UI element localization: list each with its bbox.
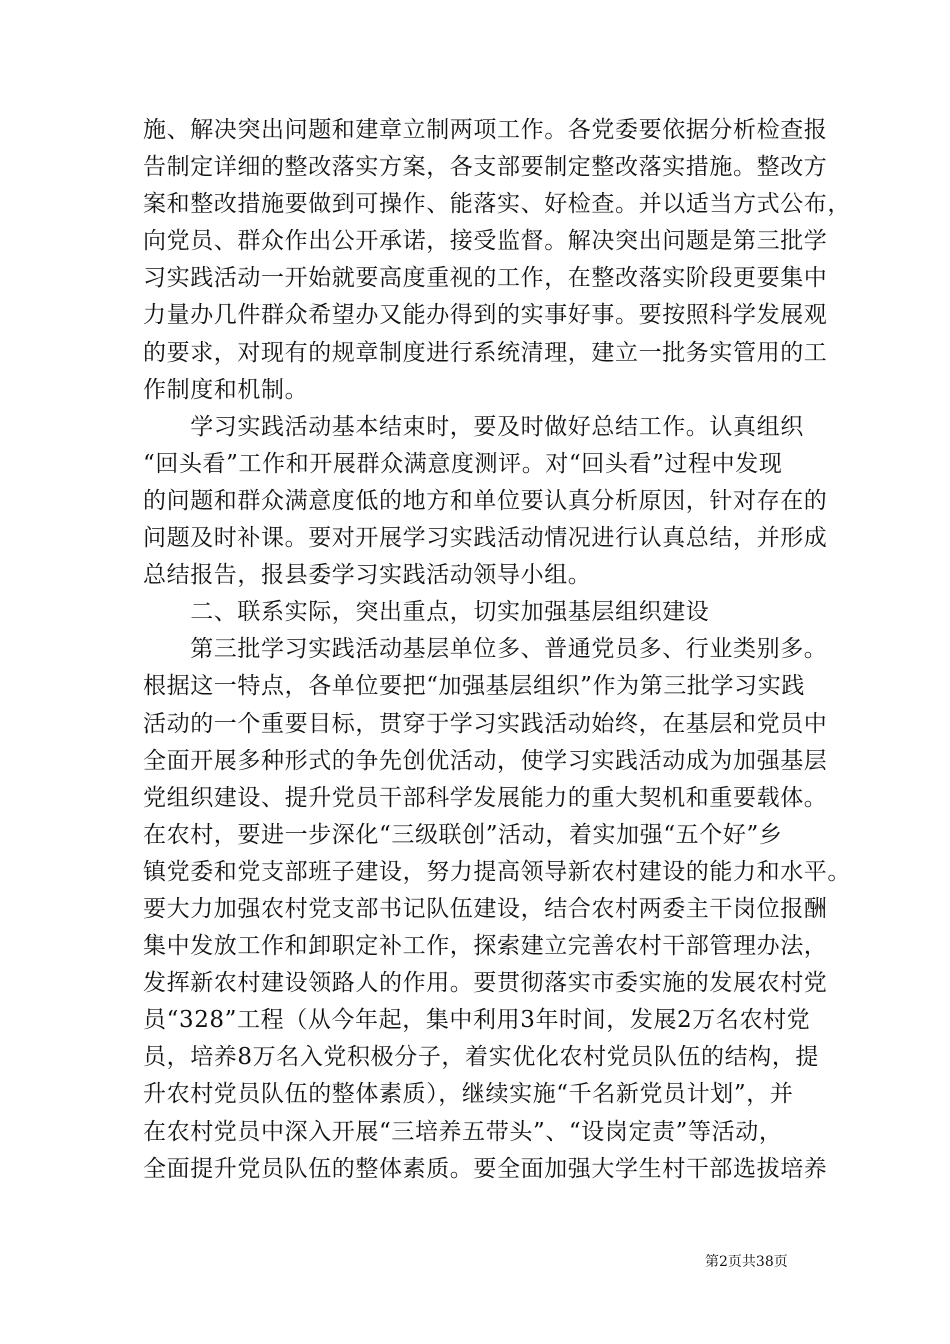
text-line: 活动的一个重要目标，贯穿于学习实践活动始终，在基层和党员中 bbox=[143, 710, 828, 737]
text-line: 习实践活动一开始就要高度重视的工作，在整改落实阶段更要集中 bbox=[143, 265, 828, 292]
text-line: 镇党委和党支部班子建设，努力提高领导新农村建设的能力和水平。 bbox=[143, 858, 851, 885]
text-line: 力量办几件群众希望办又能办得到的实事好事。要按照科学发展观 bbox=[143, 302, 828, 329]
page-number-footer: 第2页共38页 bbox=[705, 1254, 788, 1270]
text-line: 党组织建设、提升党员干部科学发展能力的重大契机和重要载体。 bbox=[143, 784, 828, 811]
text-line: 员，培养8万名入党积极分子，着实优化农村党员队伍的结构，提 bbox=[143, 1044, 820, 1071]
text-line: 在农村党员中深入开展“三培养五带头”、“设岗定责”等活动， bbox=[143, 1118, 783, 1145]
text-line: 施、解决突出问题和建章立制两项工作。各党委要依据分析检查报 bbox=[143, 117, 828, 143]
text-line: 在农村，要进一步深化“三级联创”活动，着实加强“五个好”乡 bbox=[143, 821, 783, 848]
text-line: 案和整改措施要做到可操作、能落实、好检查。并以适当方式公布， bbox=[143, 191, 851, 218]
document-body bbox=[143, 112, 851, 1188]
text-line: 总结报告，报县委学习实践活动领导小组。 bbox=[143, 562, 592, 589]
text-line: 向党员、群众作出公开承诺，接受监督。解决突出问题是第三批学 bbox=[143, 228, 828, 255]
text-line: 集中发放工作和卸职定补工作，探索建立完善农村干部管理办法， bbox=[143, 933, 828, 960]
text-line: 的要求，对现有的规章制度进行系统清理，建立一批务实管用的工 bbox=[143, 339, 828, 366]
text-line: 全面提升党员队伍的整体素质。要全面加强大学生村干部选拔培养 bbox=[143, 1155, 828, 1182]
text-line: 升农村党员队伍的整体素质），继续实施“千名新党员计划”，并 bbox=[143, 1081, 794, 1108]
text-line: 员“328”工程（从今年起，集中利用3年时间，发展2万名农村党 bbox=[143, 1007, 811, 1034]
text-line: 告制定详细的整改落实方案，各支部要制定整改落实措施。整改方 bbox=[143, 154, 828, 181]
text-line: 问题及时补课。要对开展学习实践活动情况进行认真总结，并形成 bbox=[143, 525, 828, 552]
text-line: 作制度和机制。 bbox=[143, 376, 309, 403]
text-line: 学习实践活动基本结束时，要及时做好总结工作。认真组织 bbox=[143, 413, 804, 440]
text-line: 发挥新农村建设领路人的作用。要贯彻落实市委实施的发展农村党 bbox=[143, 970, 828, 997]
text-line: 的问题和群众满意度低的地方和单位要认真分析原因，针对存在的 bbox=[143, 487, 828, 514]
text-line: 二、联系实际，突出重点，切实加强基层组织建设 bbox=[143, 599, 710, 626]
text-line: “回头看”工作和开展群众满意度测评。对“回头看”过程中发现 bbox=[143, 450, 783, 477]
text-line: 第三批学习实践活动基层单位多、普通党员多、行业类别多。 bbox=[143, 636, 828, 663]
text-line: 根据这一特点，各单位要把“加强基层组织”作为第三批学习实践 bbox=[143, 673, 805, 700]
text-line: 全面开展多种形式的争先创优活动，使学习实践活动成为加强基层 bbox=[143, 747, 828, 774]
text-line: 要大力加强农村党支部书记队伍建设，结合农村两委主干岗位报酬 bbox=[143, 895, 828, 922]
